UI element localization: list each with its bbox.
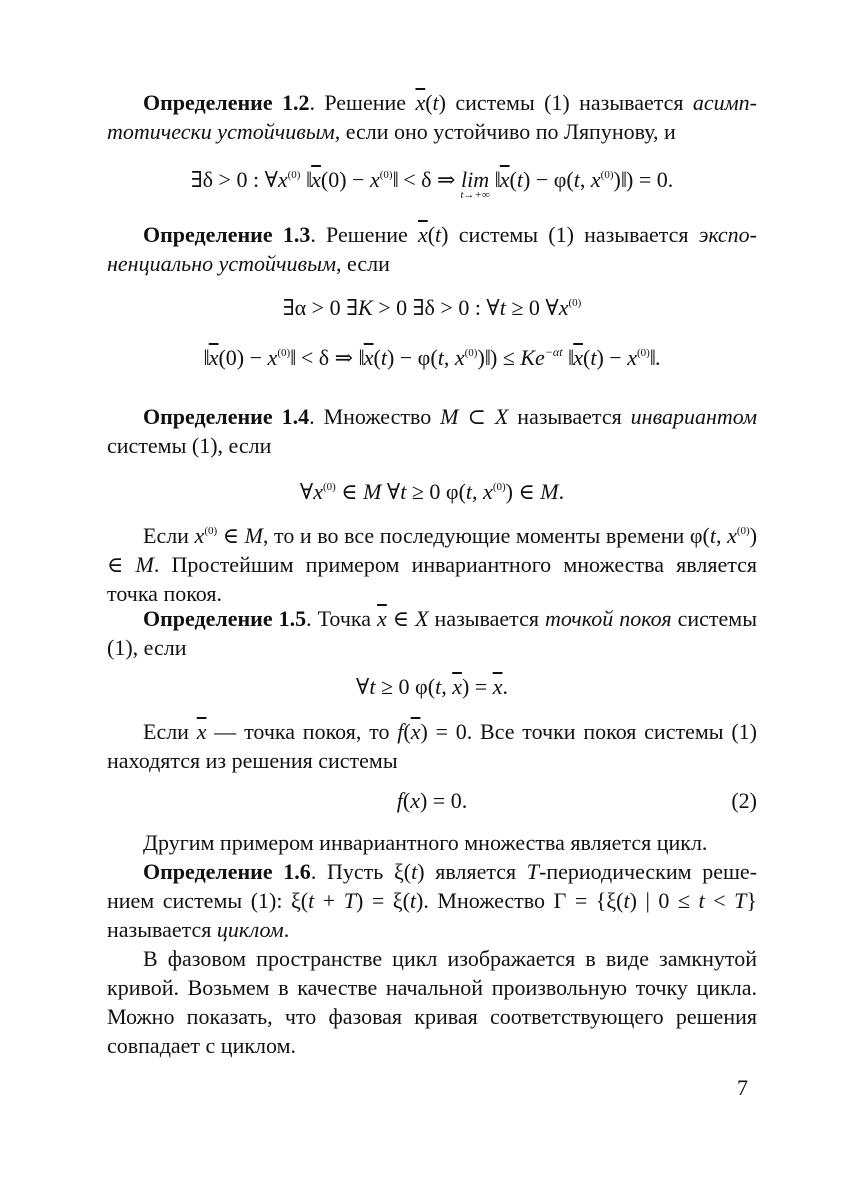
page-number: 7 <box>737 1075 748 1100</box>
formula-invariant: $\forall x^{(0)}$ ∈ M ∀t ≥ 0 φ(t, $x^{(0)}$) ∈ M. <box>299 479 565 504</box>
definition-1-3: Определение 1.3. Решение $\overline{x}(t)$ системы (1) называется экспо-ненциально устойчивым, если <box>107 222 757 276</box>
defined-term: точкой покоя <box>544 606 672 631</box>
defined-term: асимп-тотически устойчивым <box>107 90 757 144</box>
definition-1-4: Определение 1.4. Множество M ⊂ X называется инвариантом системы (1), если <box>107 404 757 458</box>
definition-1-2: Определение 1.2. Решение $\overline{x}(t)$ системы (1) называется асимп-тотически устойчивым, если оно устойчиво по Ляпунову, и <box>107 90 757 144</box>
equation-number: (2) <box>731 788 757 813</box>
equation-2: f(x) = 0. (2) <box>107 786 757 816</box>
limit-operator: lim t→+∞ <box>460 167 490 201</box>
formula-rest-point: ∀t ≥ 0 φ(t, $\overline{x}) = \overline{x}$. <box>356 674 508 699</box>
defined-term: экспо-ненциально устойчивым <box>107 222 757 276</box>
paragraph-phase-space: В фазовом пространстве цикл изображается в виде замкнутой кривой. Возьмем в качестве начальной произвольную точку цикла. Можно показать, что фазовая кривая соответствующего решения совпадает с циклом. <box>107 946 757 1058</box>
definition-1-6: Определение 1.6. Пусть ξ(t) является T-периодическим реше-нием системы (1): ξ(t + T) = ξ(t). Множество Γ = {ξ(t) | 0 ≤ t < T} называется циклом. <box>107 859 758 942</box>
formula-asymptotic-stability: ∃δ > 0 : $\forall x^{(0)}$ $‖\overline{x}(0)$ − $x^{(0)}‖ < \delta$ ⇒ lim t→+∞ $‖\overline{x}(t) - \varphi(t$, $x^{(0)})‖) = 0$. <box>190 167 674 201</box>
formula-exponential-line-2: $‖\overline{x}(0)$ − $x^{(0)}‖ < \delta$ ⇒ $‖\overline{x}(t) - \varphi(t$, $x^{(0)})‖) \le Ke^{-\alpha t}$ $‖\overline{x}(t)$ − $x^{(0)}‖$. <box>203 345 661 370</box>
paragraph-cycle-example: Другим примером инвариантного множества является цикл. <box>143 830 708 855</box>
definition-title: Определение 1.6 <box>143 859 311 884</box>
definition-title: Определение 1.4 <box>143 404 310 429</box>
defined-term: циклом <box>216 917 284 942</box>
definition-title: Определение 1.5 <box>143 606 307 631</box>
definition-title: Определение 1.3 <box>143 222 311 247</box>
definition-title: Определение 1.2 <box>143 90 310 115</box>
formula-exponential-line-1: ∃α > 0 ∃K > 0 ∃δ > 0 : ∀t ≥ 0 $\forall x^{(0)}$ <box>282 295 582 320</box>
paragraph-invariant-example: Если $x^{(0)}$ ∈ M, то и во все последующие моменты времени φ(t, $x^{(0)}$) ∈ M. Простейшим примером инвариантного множества является точка покоя. <box>107 523 758 606</box>
paragraph-rest-points: Если $\overline{x}$ — точка покоя, то $f(\overline{x}) = 0$. Все точки покоя системы (1) находятся из решения системы <box>107 719 757 773</box>
defined-term: инвариантом <box>630 404 757 429</box>
definition-1-5: Определение 1.5. Точка $\overline{x}$ ∈ X называется точкой покоя системы (1), если <box>107 606 757 660</box>
